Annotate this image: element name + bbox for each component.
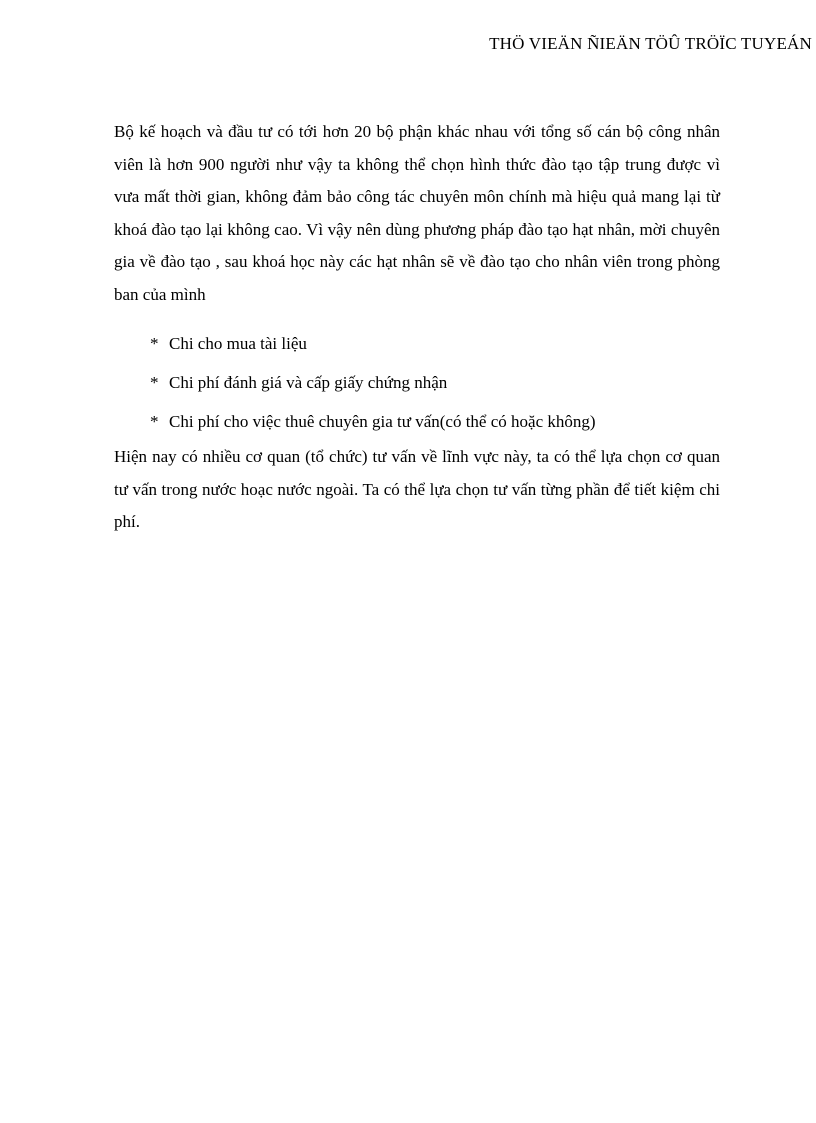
paragraph-2: Hiện nay có nhiều cơ quan (tổ chức) tư vấn về lĩnh vực này, ta có thể lựa chọn cơ quan tư vấn trong nước hoạc nước ngoài. Ta có thể lựa chọn tư vấn từng phần để tiết kiệm chi phí. — [114, 447, 720, 531]
page-header: THÖ VIEÄN ÑIEÄN TÖÛ TRÖÏC TUYEÁN — [489, 34, 812, 53]
list-item — [150, 324, 596, 363]
bullet-marker: * — [150, 412, 159, 431]
list-item — [150, 363, 596, 402]
list-item — [150, 402, 596, 441]
bullet-list — [150, 324, 596, 441]
list-item-text: Chi cho mua tài liệu — [169, 334, 307, 353]
bullet-marker: * — [150, 334, 159, 353]
list-item-text: Chi phí đánh giá và cấp giấy chứng nhận — [169, 373, 448, 392]
paragraph-1: Bộ kế hoạch và đầu tư có tới hơn 20 bộ phận khác nhau với tổng số cán bộ công nhân viên là hơn 900 người như vậy ta không thể chọn hình thức đào tạo tập trung được vì vưa mất thời gian, không đảm bảo công tác chuyên môn chính mà hiệu quả mang lại từ khoá đào tạo lại không cao. Vì vậy nên dùng phương pháp đào tạo hạt nhân, mời chuyên gia về đào tạo , sau khoá học này các hạt nhân sẽ về đào tạo cho nhân viên trong phòng ban của mình — [114, 122, 720, 304]
list-item-text: Chi phí cho việc thuê chuyên gia tư vấn(có thể có hoặc không) — [169, 412, 596, 431]
bullet-marker: * — [150, 373, 159, 392]
